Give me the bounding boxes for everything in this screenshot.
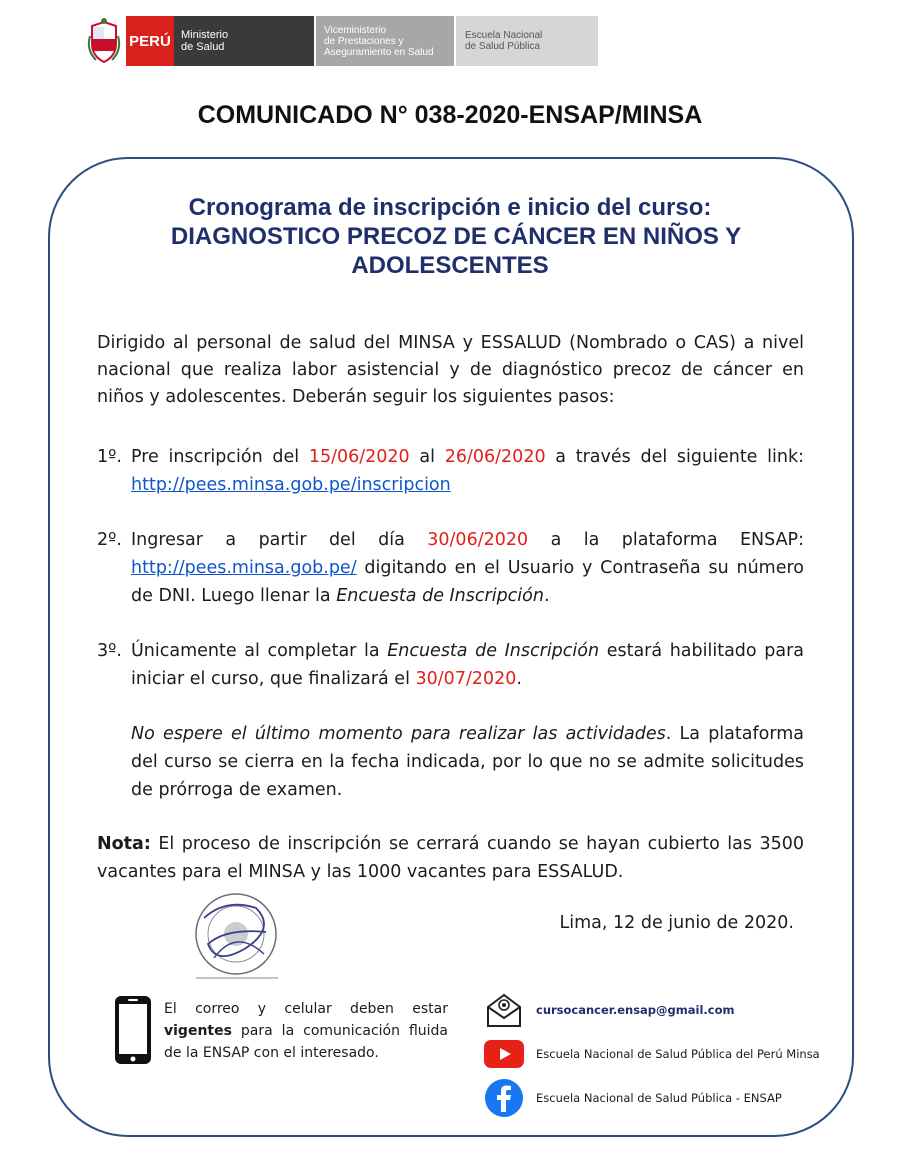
intro-paragraph: Dirigido al personal de salud del MINSA y ESSALUD (Nombrado o CAS) a nivel nacional que realiza labor asistencial y de diagnóstico precoz de cáncer en niños y adolescentes. Deberán seguir los siguientes pasos: <box>97 333 804 407</box>
contact-note-part: El correo y celular deben estar <box>164 1001 448 1017</box>
ministerio-badge <box>174 16 314 66</box>
step-text-part: Pre inscripción del <box>131 447 309 467</box>
step-text-part: Ingresar a partir del día <box>131 530 428 550</box>
step-text-part: a la plataforma ENSAP: <box>528 530 805 550</box>
note-text: El proceso de inscripción se cerrará cuando se hayan cubierto las 3500 vacantes para el MINSA y las 1000 vacantes para ESSALUD. <box>97 834 804 882</box>
step-text-part: Únicamente al completar la <box>131 641 388 661</box>
course-title <box>90 193 810 280</box>
peru-seal-icon <box>84 16 124 66</box>
title-line-3: ADOLESCENTES <box>351 252 549 279</box>
title-line-2: DIAGNOSTICO PRECOZ DE CÁNCER EN NIÑOS Y <box>170 223 742 250</box>
youtube-contact[interactable] <box>484 1034 820 1074</box>
facebook-page: Escuela Nacional de Salud Pública - ENSAP <box>536 1091 782 1105</box>
end-date: 26/06/2020 <box>444 447 546 467</box>
start-date: 15/06/2020 <box>308 447 410 467</box>
advice-paragraph <box>131 720 804 804</box>
escuela-line-2: de Salud Pública <box>465 41 541 52</box>
end-course-date: 30/07/2020 <box>415 669 517 689</box>
ministerio-line-1: Ministerio <box>181 29 229 41</box>
step-number: 2º. <box>97 530 122 550</box>
escuela-badge <box>456 16 598 66</box>
survey-name: Encuesta de Inscripción <box>387 641 600 661</box>
mail-icon <box>484 990 524 1030</box>
step-text-part: . <box>516 669 522 689</box>
step-1 <box>97 443 804 499</box>
header-logos <box>84 16 598 66</box>
step-text <box>131 443 804 499</box>
comunicado-heading: COMUNICADO N° 038-2020-ENSAP/MINSA <box>197 101 703 129</box>
date-place: Lima, 12 de junio de 2020. <box>559 913 794 933</box>
email-address: cursocancer.ensap@gmail.com <box>536 1003 735 1017</box>
contact-note-bold: vigentes <box>164 1023 232 1039</box>
step-text-part: al <box>409 447 445 467</box>
viceministerio-badge <box>316 16 454 66</box>
peru-badge: PERÚ <box>126 16 174 66</box>
inscription-link[interactable]: http://pees.minsa.gob.pe/inscripcion <box>131 475 451 495</box>
youtube-icon <box>484 1034 524 1074</box>
note-label: Nota: <box>97 834 151 854</box>
step-3 <box>97 637 804 693</box>
step-text <box>131 637 804 693</box>
survey-name: Encuesta de Inscripción <box>336 586 544 606</box>
facebook-contact[interactable] <box>484 1078 782 1118</box>
advice-rest: . La plataforma del curso se cierra en la fecha indicada, por lo que no se admite solicitudes de prórroga de examen. <box>131 724 804 800</box>
step-text <box>131 526 804 610</box>
contact-note-part: para la comunicación fluida de la ENSAP con el interesado. <box>164 1023 448 1061</box>
facebook-icon <box>484 1078 524 1118</box>
platform-link[interactable]: http://pees.minsa.gob.pe/ <box>131 558 357 578</box>
contact-note <box>164 998 448 1064</box>
vice-line-3: Aseguramiento en Salud <box>324 46 434 58</box>
advice-emphasis: No espere el último momento para realizar las actividades <box>131 724 666 744</box>
note-paragraph <box>97 830 804 886</box>
stamp-icon <box>186 888 286 984</box>
step-text-part: digitando en el Usuario y Contraseña su número de DNI. Luego llenar la <box>131 558 804 606</box>
step-text-part: estará habilitado para iniciar el curso, que finalizará el <box>131 641 804 689</box>
vice-line-2: de Prestaciones y <box>324 35 404 47</box>
youtube-channel: Escuela Nacional de Salud Pública del Perú Minsa <box>536 1047 820 1061</box>
step-number: 3º. <box>97 641 122 661</box>
ministerio-line-2: de Salud <box>181 41 225 53</box>
step-text-part: a través del siguiente link: <box>545 447 804 467</box>
step-2 <box>97 526 804 610</box>
title-line-1: Cronograma de inscripción e inicio del curso: <box>188 194 712 221</box>
phone-icon <box>113 994 153 1066</box>
access-date: 30/06/2020 <box>427 530 529 550</box>
email-contact[interactable] <box>484 990 734 1030</box>
vice-line-1: Viceministerio <box>324 24 387 36</box>
step-text-part: . <box>543 586 550 606</box>
step-number: 1º. <box>97 447 122 467</box>
escuela-line-1: Escuela Nacional <box>465 30 543 41</box>
